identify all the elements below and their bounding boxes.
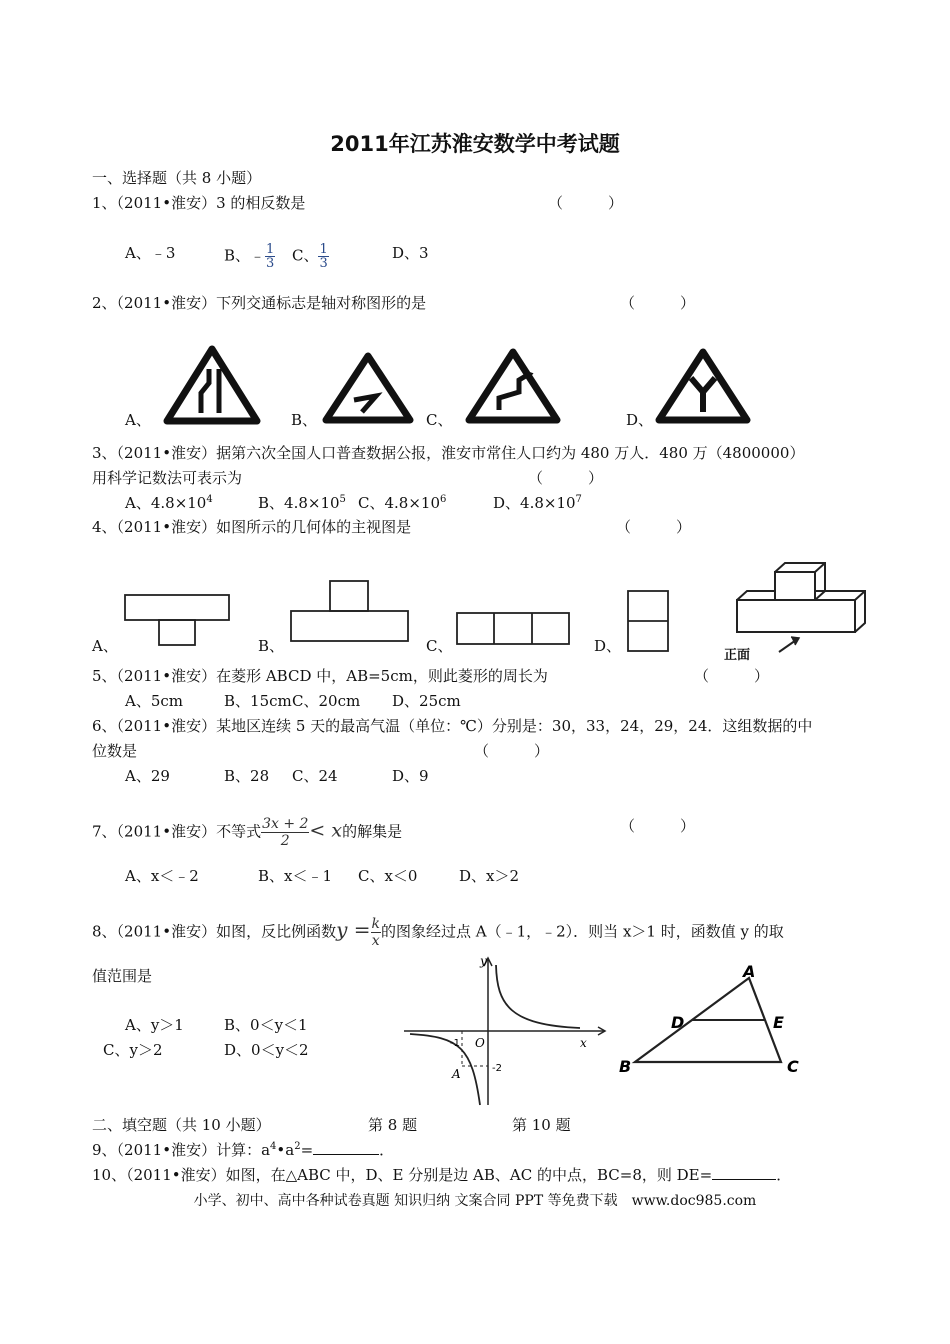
q1-answer-paren: （ ）	[548, 194, 624, 212]
q9-stem: 9、（2011•淮安）计算：$a^4•a^2=$ ．	[92, 1141, 395, 1159]
q3-option-a: A、$4.8\times 10^4$	[125, 494, 213, 512]
traffic-sign-d	[655, 348, 751, 424]
q3-option-d: D、$4.8\times 10^7$	[493, 494, 582, 512]
q8-function-lhs: y =	[336, 917, 371, 942]
q10-label-c: C	[787, 1057, 799, 1076]
q7-answer-paren: （ ）	[620, 817, 696, 835]
q4-option-a: A、	[92, 637, 118, 655]
q7-option-b: B、x＜﹣1	[258, 867, 333, 885]
q2-option-d: D、	[626, 411, 654, 429]
q6-option-a: A、29	[125, 767, 170, 785]
q8-graph-neg2-label: -2	[492, 1063, 502, 1074]
q8-hyperbola-graph	[400, 955, 610, 1110]
q4-solid-figure	[733, 560, 869, 660]
traffic-sign-a	[163, 345, 261, 425]
q4-view-c	[456, 612, 570, 646]
q1-stem: 1、（2011•淮安）3 的相反数是	[92, 194, 306, 212]
q4-view-a	[124, 594, 230, 650]
q2-answer-paren: （ ）	[620, 294, 696, 312]
q8-stem-line2: 值范围是	[92, 967, 153, 985]
q10-triangle-figure	[615, 962, 815, 1080]
q5-option-a: A、5cm	[125, 692, 184, 710]
q8-graph-origin-label: O	[475, 1036, 485, 1050]
q4-view-b	[290, 580, 410, 642]
q5-stem: 5、（2011•淮安）在菱形 ABCD 中，AB=5cm，则此菱形的周长为	[92, 667, 548, 685]
q7-inequality: < x	[309, 819, 343, 842]
q3-stem-line2: 用科学记数法可表示为	[92, 469, 243, 487]
q3-stem-line1: 3、（2011•淮安）据第六次全国人口普查数据公报，淮安市常住人口约为 480 万人．480 万（4800000）	[92, 444, 805, 462]
q8-graph-x-label: x	[580, 1036, 587, 1050]
q6-option-d: D、9	[392, 767, 429, 785]
q8-graph-neg1-label: -1	[450, 1038, 460, 1049]
q10-stem: 10、（2011•淮安）如图，在△ABC 中，D、E 分别是边 AB、AC 的中点，BC=8，则 DE= ．	[92, 1166, 792, 1184]
q1-fraction-c: $\frac{1}{3}$	[319, 242, 328, 271]
q10-label-e: E	[773, 1013, 784, 1032]
q8-graph-y-label: y	[480, 954, 487, 968]
q4-option-c: C、	[426, 637, 453, 655]
q10-label-a: A	[743, 962, 756, 981]
q4-answer-paren: （ ）	[616, 518, 692, 536]
q7-option-d: D、x＞2	[459, 867, 520, 885]
q6-option-c: C、24	[292, 767, 338, 785]
q5-option-c: C、20cm	[292, 692, 361, 710]
q4-stem: 4、（2011•淮安）如图所示的几何体的主视图是	[92, 518, 412, 536]
q7-fraction: $\frac{3x + 2}{2}$	[262, 816, 309, 849]
q7-stem: 7、（2011•淮安）不等式 $\frac{3x + 2}{2}$ < x的解集是	[92, 816, 403, 849]
q7-option-c: C、x＜0	[358, 867, 418, 885]
q5-option-b: B、15cm	[224, 692, 292, 710]
q8-option-d: D、0＜y＜2	[224, 1041, 309, 1059]
q8-stem: 8、（2011•淮安）如图，反比例函数y = $\frac{k}{x}$ 的图象经过点 A（﹣1，﹣2）．则当 x＞1 时，函数值 y 的取	[92, 916, 784, 949]
page-footer: 小学、初中、高中各种试卷真题 知识归纳 文案合同 PPT 等免费下载 www.doc985.com	[193, 1193, 757, 1209]
q8-option-a: A、y＞1	[125, 1016, 184, 1034]
q2-option-b: B、	[291, 411, 318, 429]
q6-option-b: B、28	[224, 767, 270, 785]
q1-option-a: A、﹣3	[125, 244, 176, 262]
q8-fraction: $\frac{k}{x}$	[371, 916, 380, 949]
q6-stem-line2: 位数是	[92, 742, 138, 760]
q1-fraction-b: $\frac{1}{3}$	[266, 242, 275, 271]
q4-option-d: D、	[594, 637, 622, 655]
q2-option-a: A、	[125, 411, 151, 429]
q3-answer-paren: （ ）	[528, 469, 604, 487]
traffic-sign-b	[322, 352, 414, 424]
fig10-caption: 第 10 题	[512, 1116, 571, 1134]
q4-view-d	[627, 590, 669, 654]
q8-option-c: C、y＞2	[103, 1041, 163, 1059]
q5-option-d: D、25cm	[392, 692, 461, 710]
q2-option-c: C、	[426, 411, 453, 429]
q5-answer-paren: （ ）	[694, 667, 770, 685]
q9-answer-blank	[313, 1140, 379, 1155]
q10-label-d: D	[671, 1013, 685, 1032]
q4-front-label: 正面	[724, 648, 751, 663]
q3-option-b: B、$4.8\times 10^5$	[258, 494, 346, 512]
q8-graph-point-a-label: A	[452, 1067, 461, 1081]
q6-stem-line1: 6、（2011•淮安）某地区连续 5 天的最高气温（单位：℃）分别是：30，33，24，29，24．这组数据的中	[92, 717, 813, 735]
q2-stem: 2、（2011•淮安）下列交通标志是轴对称图形的是	[92, 294, 427, 312]
q1-option-d: D、3	[392, 244, 429, 262]
q4-option-b: B、	[258, 637, 285, 655]
section-heading-choice: 一、选择题（共 8 小题）	[92, 169, 262, 187]
fig8-caption: 第 8 题	[368, 1116, 418, 1134]
q8-option-b: B、0＜y＜1	[224, 1016, 308, 1034]
traffic-sign-c	[465, 348, 561, 424]
q10-answer-blank	[712, 1165, 776, 1180]
q10-label-b: B	[619, 1057, 632, 1076]
q3-option-c: C、$4.8\times 10^6$	[358, 494, 447, 512]
q7-option-a: A、x＜﹣2	[125, 867, 199, 885]
q1-option-c: C、 $\frac{1}{3}$	[292, 242, 328, 271]
q6-answer-paren: （ ）	[474, 742, 550, 760]
section-heading-fill: 二、填空题（共 10 小题）	[92, 1116, 271, 1134]
q1-option-b: B、﹣ $\frac{1}{3}$	[224, 242, 275, 271]
page-title: 2011年江苏淮安数学中考试题	[330, 132, 620, 156]
